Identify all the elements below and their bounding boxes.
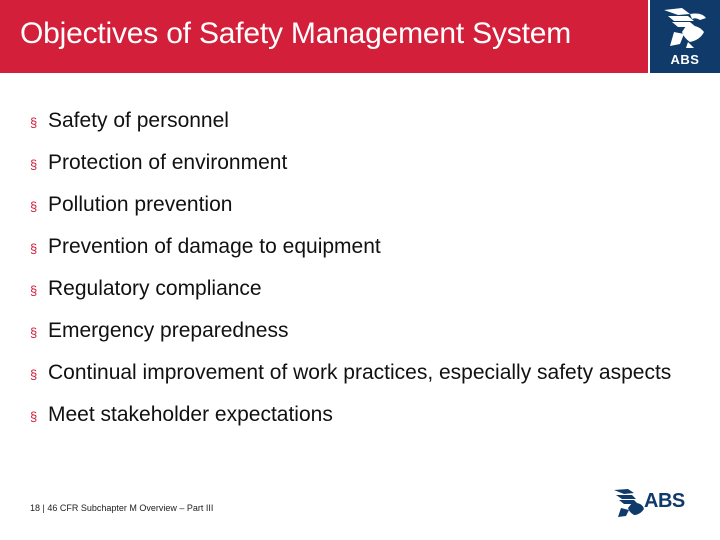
bullet-text: Safety of personnel [48,109,229,132]
bullet-item [30,318,690,344]
bullet-text: Emergency preparedness [48,319,289,342]
eagle-icon [612,484,646,518]
logo-text: ABS [670,52,700,67]
bullet-item [30,150,690,176]
bullet-text: Prevention of damage to equipment [48,235,381,258]
eagle-icon [660,4,710,50]
bullet-item [30,192,690,218]
bullet-list [30,108,690,444]
abs-logo [650,0,720,73]
slide-title: Objectives of Safety Management System [20,17,571,50]
bullet-text: Regulatory compliance [48,277,262,300]
bullet-icon: § [30,115,38,130]
bullet-text: Continual improvement of work practices, especially safety aspects [48,361,672,384]
bullet-item [30,402,690,428]
footer-logo-text: ABS [644,490,685,512]
bullet-item [30,234,690,260]
bullet-icon: § [30,157,38,172]
footer-logo [612,484,692,518]
bullet-text: Protection of environment [48,151,288,174]
bullet-icon: § [30,199,38,214]
bullet-icon: § [30,283,38,298]
bullet-text: Pollution prevention [48,193,233,216]
bullet-item [30,360,690,386]
bullet-icon: § [30,241,38,256]
bullet-icon: § [30,325,38,340]
bullet-item [30,276,690,302]
bullet-icon: § [30,409,38,424]
bullet-text: Meet stakeholder expectations [48,403,333,426]
bullet-item [30,108,690,134]
title-bar [0,0,648,73]
footer-text: 18 | 46 CFR Subchapter M Overview – Part III [30,503,214,513]
bullet-icon: § [30,367,38,382]
